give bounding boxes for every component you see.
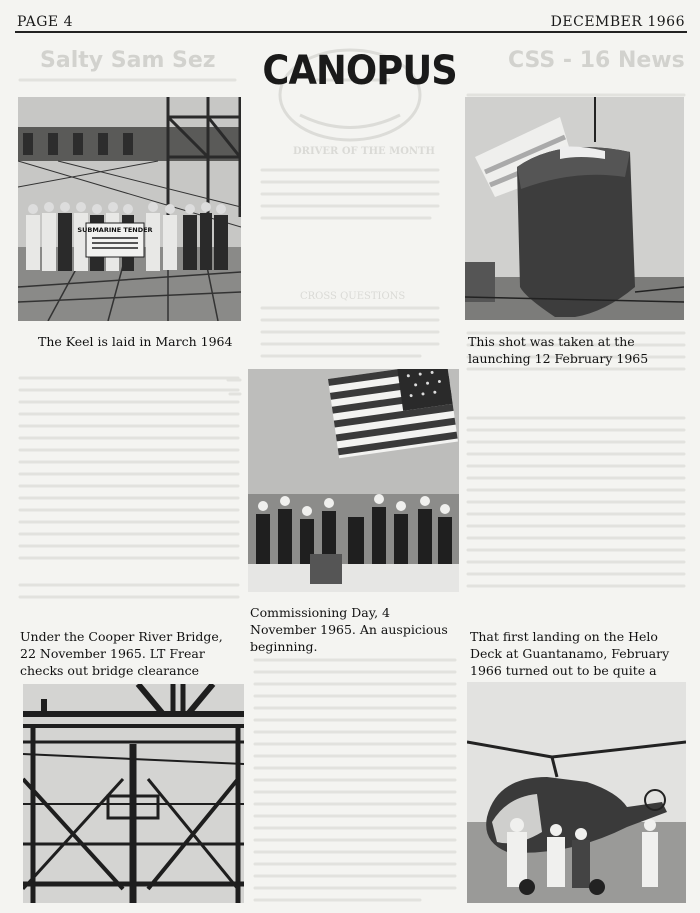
caption-launching: This shot was taken at the launching 12 February 1965: [468, 334, 649, 366]
caption-cooper-river: Under the Cooper River Bridge, 22 November 1965. LT Frear checks out bridge clearance: [20, 629, 223, 678]
bridge-image: [23, 684, 244, 903]
caption-commissioning: Commissioning Day, 4 November 1965. An auspicious beginning.: [250, 605, 448, 654]
caption-keel-laying: The Keel is laid in March 1964: [38, 334, 233, 349]
launching-image: [465, 97, 684, 320]
keel-sign-text: SUBMARINE TENDER: [77, 226, 153, 234]
caption-helo-deck: That first landing on the Helo Deck at Guantanamo, February 1966 turned out to be quite a: [470, 629, 670, 678]
photo-cooper-river-bridge: [23, 684, 244, 903]
ghost-subheading-2: CROSS QUESTIONS: [300, 291, 406, 302]
photo-keel-laying: [18, 97, 241, 321]
issue-date: DECEMBER 1966: [550, 14, 685, 30]
page-number: PAGE 4: [17, 14, 74, 30]
photo-launching: [465, 97, 684, 320]
photo-helo-deck: [467, 682, 686, 903]
ghost-subheading: DRIVER OF THE MONTH: [293, 146, 435, 157]
keel-laying-image: [18, 97, 241, 321]
masthead-title: CANOPUS: [262, 48, 457, 94]
helicopter-image: [467, 682, 686, 903]
photo-commissioning: [248, 369, 459, 592]
commissioning-image: [248, 369, 459, 592]
ghost-heading-right: CSS - 16 News: [508, 48, 685, 73]
ghost-heading-left: Salty Sam Sez: [40, 48, 216, 73]
